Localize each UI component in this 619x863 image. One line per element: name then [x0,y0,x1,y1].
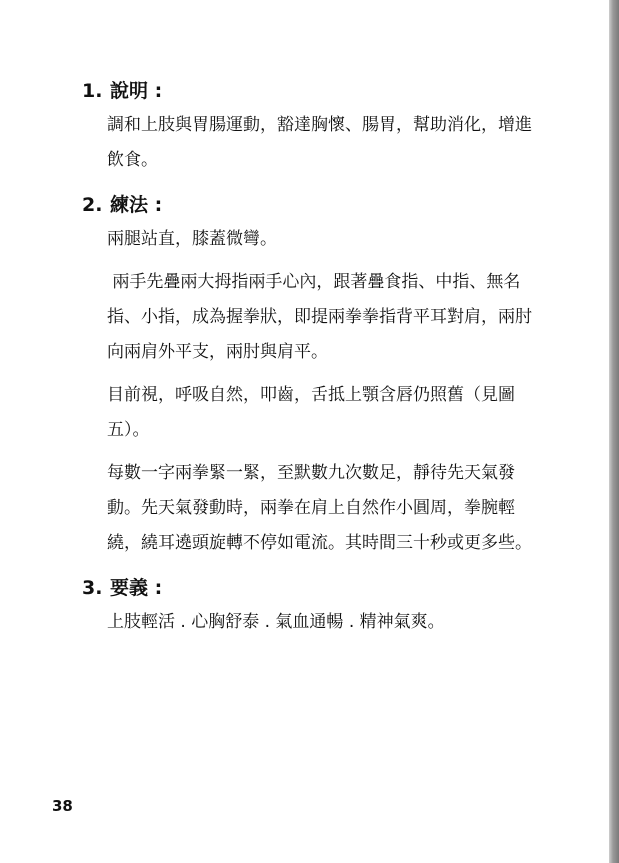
section-title: 練法 : [110,194,163,216]
section-title: 要義 : [110,577,163,599]
paragraph-fist-position: 兩手先疊兩大拇指兩手心內，跟著疊食指、中指、無名指、小指，成為握拳狀，即提兩拳拳指背平耳對肩，兩肘向兩肩外平支，兩肘與肩平。 [107,272,532,362]
paragraph-essentials: 上肢輕活 . 心胸舒泰 . 氣血通暢 . 精神氣爽。 [107,612,445,632]
paragraph-stance: 兩腿站直，膝蓋微彎。 [107,229,277,249]
section-heading-explanation [82,78,542,104]
section-title: 說明 : [110,80,163,102]
section-number: 2. [82,194,103,216]
section-heading-method [82,192,542,218]
section-number: 1. [82,80,103,102]
paragraph-counting: 每數一字兩拳緊一緊，至默數九次數足，靜待先天氣發動。先天氣發動時，兩拳在肩上自然作小圓周，拳腕輕繞，繞耳遶頭旋轉不停如電流。其時間三十秒或更多些。 [107,463,532,553]
document-body [82,78,542,640]
section-heading-essentials [82,575,542,601]
section-number: 3. [82,577,103,599]
page-edge-shadow [609,0,619,863]
page-number: 38 [52,797,73,815]
paragraph-explanation: 調和上肢與胃腸運動，豁達胸懷、腸胃，幫助消化，增進飲食。 [107,115,532,170]
paragraph-breathing: 目前視，呼吸自然，叩齒，舌抵上顎含唇仍照舊（見圖五）。 [107,385,515,440]
